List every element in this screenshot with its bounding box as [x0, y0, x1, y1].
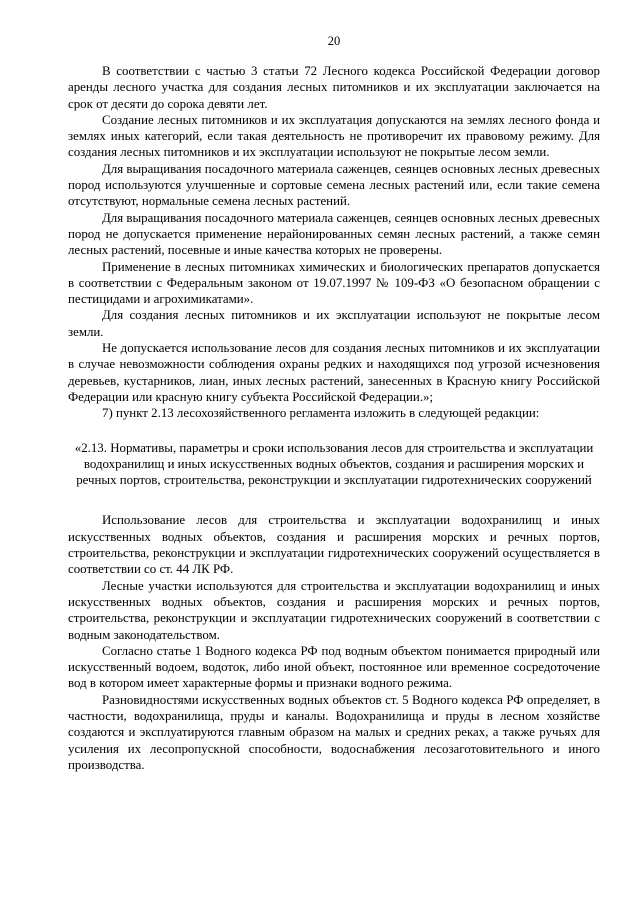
paragraph-lease-term: В соответствии с частью 3 статьи 72 Лесного кодекса Российской Федерации договор аренды лесного участка для создания лесных питомников и их эксплуатации заключается на срок от десяти до сорока девяти лет.	[68, 64, 600, 111]
paragraph-improved-seeds: Для выращивания посадочного материала саженцев, сеянцев основных лесных древесных пород используются улучшенные и сортовые семена лесных растений или, если такие семена отсутствуют, нормальные семена лесных растений.	[68, 161, 601, 209]
paragraph-article-44: Использование лесов для строительства и эксплуатации водохранилищ и иных искусственных водных объектов, создания и расширения морских и речных портов, строительства, реконструкции и эксплуатации гидротехнических сооружений осуществляется в соответствии со ст. 44 ЛК РФ.	[68, 513, 600, 577]
paragraph-pesticides: Применение в лесных питомниках химических и биологических препаратов допускается в соответствии с Федеральным законом от 19.07.1997 № 109-ФЗ «О безопасном обращении с пестицидами и агрохимикатами».	[68, 259, 600, 307]
top-text-block	[68, 63, 600, 422]
bottom-text-block	[68, 512, 600, 773]
page-number: 20	[327, 34, 341, 48]
section-spacer	[68, 488, 600, 512]
paragraph-water-legislation: Лесные участки используются для строительства и эксплуатации водохранилищ и иных искусственных водных объектов, создания и расширения морских и речных портов, строительства, реконструкции и эксплуатации гидротехнических сооружений в соответствии с водным законодательством.	[68, 578, 600, 642]
section-title-2-13: «2.13. Нормативы, параметры и сроки использования лесов для строительства и эксплуатации водохранилищ и иных искусственных водных объектов, создания и расширения морских и речных портов, строительства, реконструкции и эксплуатации гидротехнических сооружений	[74, 440, 594, 488]
paragraph-non-forested-land: Для создания лесных питомников и их эксплуатации используют не покрытые лесом земли.	[68, 308, 600, 339]
paragraph-unzoned-seeds: Для выращивания посадочного материала саженцев, сеянцев основных лесных древесных пород не допускается применение нерайонированных семян лесных растений, а также семян лесных растений, посевные и иные качества которых не проверены.	[68, 210, 601, 258]
paragraph-artificial-water-objects: Разновидностями искусственных водных объектов ст. 5 Водного кодекса РФ определяет, в частности, водохранилища, пруды и каналы. Водохранилища и пруды в лесном хозяйстве создаются и эксплуатируются главным образом на малых и средних реках, а также ручьях для усиления их лесопропускной способности, водоснабжения лесозаготовительного и иного производства.	[68, 692, 600, 772]
paragraph-red-book: Не допускается использование лесов для создания лесных питомников и их эксплуатации в случае невозможности соблюдения охраны редких и находящихся под угрозой исчезновения деревьев, кустарников, лиан, иных лесных растений, занесенных в Красную книгу Российской Федерации или красную книгу субъекта Российской Федерации.»;	[68, 341, 600, 404]
paragraph-amendment-item-7: 7) пункт 2.13 лесохозяйственного регламента изложить в следующей редакции:	[102, 406, 540, 421]
paragraph-water-object-definition: Согласно статье 1 Водного кодекса РФ под водным объектом понимается природный или искусственный водоем, водоток, либо иной объект, постоянное или временное сосредоточение вод в котором имеет характерные формы и признаки водного режима.	[68, 643, 600, 691]
paragraph-land-categories: Создание лесных питомников и их эксплуатация допускаются на землях лесного фонда и землях иных категорий, если такая деятельность не противоречит их правовому режиму. Для создания лесных питомников и их эксплуатации используют не покрытые лесом земли.	[68, 112, 600, 160]
